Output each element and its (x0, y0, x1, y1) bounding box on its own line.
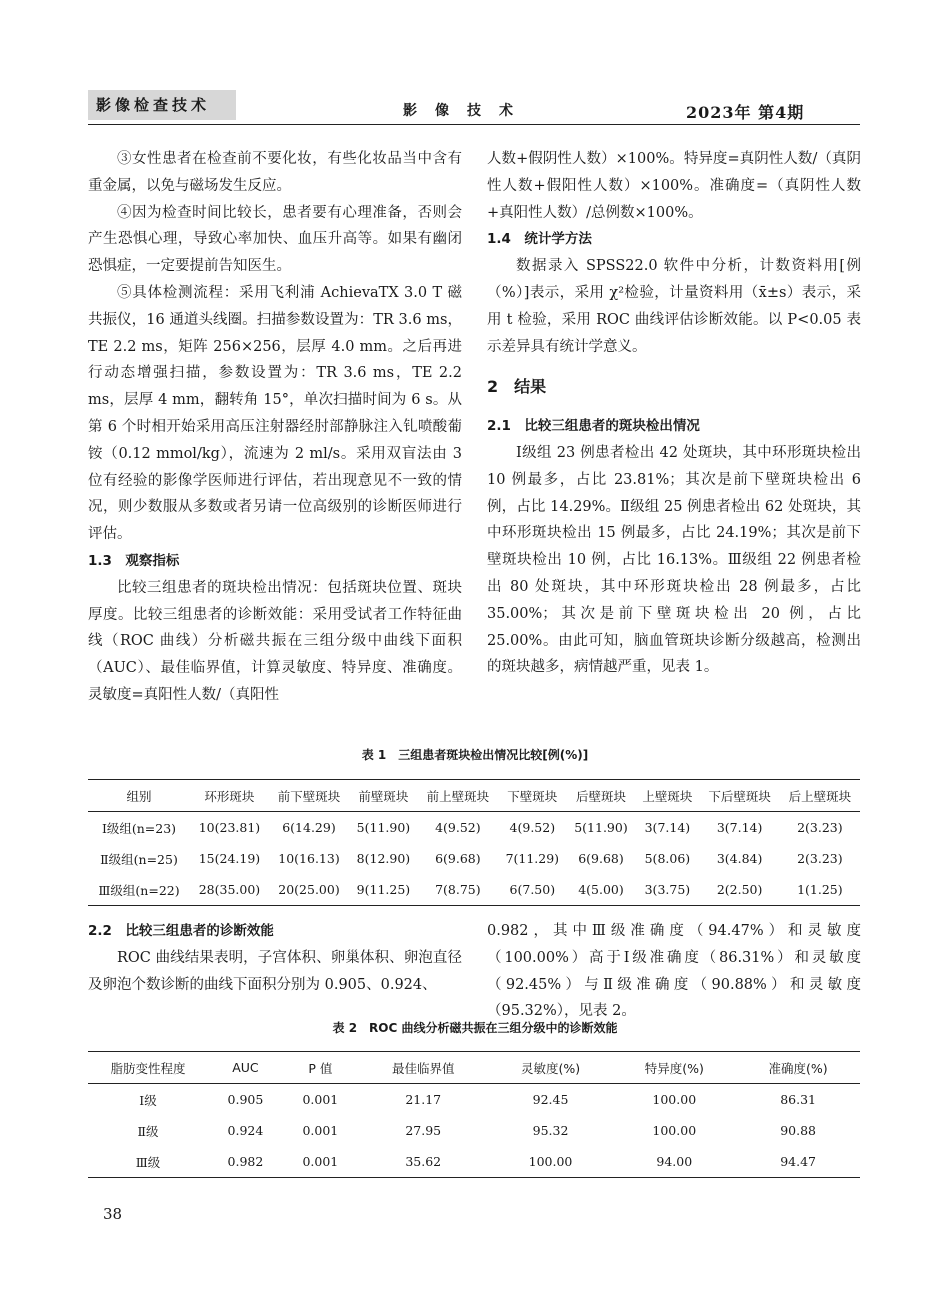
table1-cell: Ⅲ级组(n=22) (98, 882, 180, 898)
section22-left-text: ROC 曲线结果表明，子宫体积、卵巢体积、卵泡直径及卵泡个数诊断的曲线下面积分别为 0.905、0.924、 (88, 949, 462, 993)
table1-header-cell: 前上壁斑块 (426, 788, 490, 804)
table-row (88, 1146, 860, 1178)
table1-cell: 7(8.75) (435, 882, 481, 897)
table1-cell: 5(11.90) (356, 820, 411, 835)
table1-header-cell: 后壁斑块 (575, 788, 626, 804)
table2-header-cell: 最佳临界值 (391, 1060, 455, 1076)
table1-cell: 10(16.13) (278, 851, 340, 866)
left-column (88, 146, 462, 709)
section22-right-text: 0.982，其中Ⅲ级准确度（94.47%）和灵敏度（100.00%）高于Ⅰ级准确度（86.31%）和灵敏度（92.45%）与Ⅱ级准确度（90.88%）和灵敏度（95.32%），见表 2。 (487, 923, 861, 1020)
heading-2-1: 2.1 比较三组患者的斑块检出情况 (487, 418, 700, 435)
table1-cell: 6(9.68) (435, 851, 481, 866)
table2-cell: 94.00 (656, 1154, 693, 1169)
table2-header-cell: 灵敏度(%) (520, 1060, 581, 1076)
heading-2-2: 2.2 比较三组患者的诊断效能 (88, 923, 274, 939)
table1-cell: 4(9.52) (435, 820, 481, 835)
heading-1-4: 1.4 统计学方法 (487, 231, 592, 248)
table2-cell: 0.001 (302, 1154, 339, 1169)
table2-cell: 35.62 (405, 1154, 442, 1169)
table2-cell: 100.00 (528, 1154, 573, 1169)
right-paragraph-2: 数据录入 SPSS22.0 软件中分析，计数资料用[例（%）]表示，采用 χ²检验，计量资料用（x̄±s）表示，采用 t 检验，采用 ROC 曲线评估诊断效能。以 P<0.05 表示差异具有统计学意义。 (487, 258, 861, 355)
table2-header-row (88, 1052, 860, 1084)
table1-cell: 5(8.06) (644, 851, 691, 866)
table-row (88, 1084, 860, 1116)
left-paragraph-3: ⑤具体检测流程：采用飞利浦 AchievaTX 3.0 T 磁共振仪，16 通道头线圈。扫描参数设置为：TR 3.6 ms，TE 2.2 ms，矩阵 256×256，层厚 4.0 mm。之后再进行动态增强扫描，参数设置为：TR 3.6 ms，TE 2.2 ms，层厚 4 mm，翻转角 15°，单次扫描时间为 6 s。从第 6 个时相开始采用高压注射器经肘部静脉注入钆喷酸葡铵（0.12 mmol/kg），流速为 2 ml/s。采用双盲法由 3 位有经验的影像学医师进行评估，若出现意见不一致的情况，则少数服从多数或者另请一位高级别的诊断医师进行评估。 (88, 284, 462, 543)
section22-right (487, 918, 861, 1025)
table1-cell: 28(35.00) (198, 882, 261, 897)
table1-header-cell: 下后壁斑块 (708, 788, 771, 804)
table1-cell: 3(7.14) (716, 820, 763, 835)
table2-cell: 0.982 (227, 1154, 264, 1169)
table1-cell: 3(4.84) (716, 851, 763, 866)
table1-cell: 2(3.23) (797, 851, 843, 866)
table1-cell: 5(11.90) (574, 820, 628, 835)
table2-header-cell: P 值 (308, 1060, 333, 1076)
left-paragraph-2: ④因为检查时间比较长，患者要有心理准备，否则会产生恐惧心理，导致心率加快、血压升高等。如果有幽闭恐惧症，一定要提前告知医生。 (88, 204, 462, 275)
right-paragraph-3: Ⅰ级组 23 例患者检出 42 处斑块，其中环形斑块检出 10 例最多，占比 23.81%；其次是前下壁斑块检出 6 例，占比 14.29%。Ⅱ级组 25 例患者检出 62 处斑块，其中环形斑块检出 15 例最多，占比 24.19%；其次是前下壁斑块检出 10 例，占比 16.13%。Ⅲ级组 22 例患者检出 80 处斑块，其中环形斑块检出 28 例最多，占比 35.00%；其次是前下壁斑块检出 20 例，占比 25.00%。由此可知，脑血管斑块诊断分级越高，检测出的斑块越多，病情越严重，见表 1。 (487, 444, 861, 676)
table1-header-cell: 下壁斑块 (507, 788, 558, 804)
table1-header-cell: 前下壁斑块 (277, 788, 341, 804)
header-journal-title: 影像技术 (403, 103, 531, 119)
table1-header-cell: 前壁斑块 (358, 788, 409, 804)
left-paragraph-1: ③女性患者在检查前不要化妆，有些化妆品当中含有重金属，以免与磁场发生反应。 (88, 151, 462, 194)
table2-cell: 94.47 (780, 1154, 816, 1169)
table1-header-row (88, 780, 860, 812)
table2-caption: 表 2 ROC 曲线分析磁共振在三组分级中的诊断效能 (332, 1021, 618, 1035)
table2-cell: 0.924 (227, 1123, 264, 1138)
table2-cell: 92.45 (532, 1092, 569, 1107)
header-issue: 2023年 第4期 (686, 103, 805, 122)
table1-cell: 6(14.29) (282, 820, 336, 835)
table2 (88, 1051, 860, 1178)
table1-header-cell: 上壁斑块 (642, 788, 693, 804)
table1-cell: 2(3.23) (797, 820, 843, 835)
table1-cell: Ⅰ级组(n=23) (101, 820, 177, 836)
table-row (88, 874, 860, 906)
table1-cell: 1(1.25) (797, 882, 843, 897)
table2-cell: 0.905 (227, 1092, 264, 1107)
table-row (88, 843, 860, 874)
table1-cell: 4(9.52) (509, 820, 556, 835)
table-row (88, 812, 860, 844)
heading-2: 2 结果 (487, 377, 547, 397)
section22-left (88, 918, 462, 998)
table1-cell: 6(9.68) (578, 851, 624, 866)
header-rule (88, 124, 860, 125)
table1-cell: 3(3.75) (644, 882, 691, 897)
table2-cell: 90.88 (780, 1123, 816, 1138)
table2-cell: 100.00 (652, 1123, 697, 1138)
heading-1-3: 1.3 观察指标 (88, 552, 180, 569)
table1-cell: 15(24.19) (198, 851, 261, 866)
table2-cell: 86.31 (780, 1092, 816, 1107)
table1-cell: 8(12.90) (356, 851, 411, 866)
table1-caption: 表 1 三组患者斑块检出情况比较[例(%)] (361, 748, 589, 762)
table2-cell: 0.001 (302, 1123, 339, 1138)
table-row (88, 1115, 860, 1146)
table2-header-cell: 特异度(%) (644, 1060, 704, 1076)
right-paragraph-1: 人数+假阴性人数）×100%。特异度=真阴性人数/（真阴性人数+假阳性人数）×100%。准确度=（真阴性人数+真阳性人数）/总例数×100%。 (487, 151, 861, 221)
left-paragraph-4: 比较三组患者的斑块检出情况：包括斑块位置、斑块厚度。比较三组患者的诊断效能：采用受试者工作特征曲线（ROC 曲线）分析磁共振在三组分级中曲线下面积（AUC）、最佳临界值，计算灵敏度、特异度、准确度。灵敏度=真阳性人数/（真阳性 (88, 579, 462, 703)
table2-cell: 27.95 (405, 1123, 442, 1138)
table2-cell: 100.00 (652, 1092, 697, 1107)
table2-header-cell: 准确度(%) (768, 1060, 828, 1076)
page-number: 38 (103, 1205, 123, 1223)
table2-cell: Ⅲ级 (135, 1154, 161, 1170)
right-column (487, 146, 861, 681)
table2-cell: 0.001 (302, 1092, 339, 1107)
header-section-label: 影像检查技术 (96, 96, 211, 114)
table2-cell: 21.17 (405, 1092, 442, 1107)
table2-cell: Ⅰ级 (139, 1092, 157, 1108)
table1-cell: Ⅱ级组(n=25) (100, 851, 178, 867)
table1-cell: 20(25.00) (278, 882, 340, 897)
table2-header-cell: 脂肪变性程度 (110, 1060, 186, 1076)
table1-header-cell: 组别 (126, 788, 152, 804)
table1-cell: 3(7.14) (644, 820, 691, 835)
table1 (88, 779, 860, 906)
table1-cell: 2(2.50) (716, 882, 763, 897)
table1-cell: 4(5.00) (578, 882, 624, 897)
table2-header-cell: AUC (232, 1060, 259, 1075)
table1-cell: 9(11.25) (356, 882, 411, 897)
table1-header-cell: 环形斑块 (204, 788, 255, 804)
table2-cell: Ⅱ级 (137, 1123, 159, 1139)
table1-cell: 10(23.81) (198, 820, 261, 835)
table1-header-cell: 后上壁斑块 (788, 788, 852, 804)
table1-cell: 7(11.29) (505, 851, 560, 866)
table1-cell: 6(7.50) (509, 882, 556, 897)
table2-cell: 95.32 (532, 1123, 569, 1138)
